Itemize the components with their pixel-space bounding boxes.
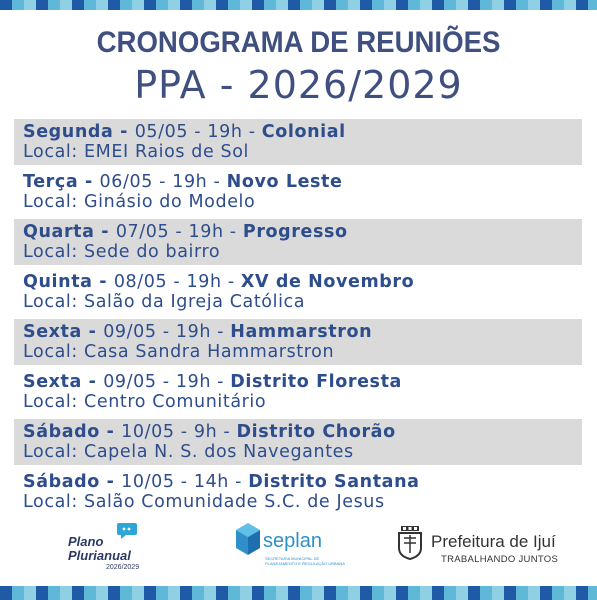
meeting-line [23, 472, 582, 492]
prefeitura-name: Prefeitura de Ijuí [431, 532, 556, 551]
meeting-row [14, 269, 582, 315]
meeting-local: Local: Capela N. S. dos Navegantes [23, 442, 354, 462]
meeting-line [23, 422, 582, 442]
meeting-place: Hammarstron [230, 322, 373, 342]
top-decorative-stripe [0, 0, 597, 10]
meeting-datetime: 09/05 - 19h - [103, 322, 231, 342]
meeting-row [14, 469, 582, 515]
meeting-line [23, 222, 582, 242]
meeting-datetime: 08/05 - 19h - [113, 272, 241, 292]
meeting-day: Quinta - [23, 272, 114, 292]
prefeitura-logo [397, 522, 567, 572]
meeting-place: XV de Novembro [240, 272, 415, 292]
meeting-day: Sábado - [23, 472, 122, 492]
meeting-day: Terça - [23, 172, 100, 192]
meeting-local: Local: EMEI Raios de Sol [23, 142, 250, 162]
bottom-decorative-stripe [0, 586, 597, 600]
speech-bubble-icon [116, 522, 138, 540]
meeting-place: Progresso [242, 222, 348, 242]
seplan-logo [235, 520, 345, 576]
prefeitura-slogan: TRABALHANDO JUNTOS [441, 554, 559, 565]
meeting-datetime: 10/05 - 14h - [121, 472, 249, 492]
plano-years: 2026/2029 [106, 564, 140, 571]
plano-label: Plano [68, 534, 104, 549]
meeting-day: Quarta - [23, 222, 116, 242]
meeting-datetime: 06/05 - 19h - [99, 172, 227, 192]
page-subtitle: PPA - 2026/2029 [134, 63, 463, 107]
meeting-local: Local: Sede do bairro [23, 242, 221, 262]
meeting-local: Local: Centro Comunitário [23, 392, 267, 412]
meeting-datetime: 07/05 - 19h - [115, 222, 243, 242]
meeting-datetime: 09/05 - 19h - [103, 372, 231, 392]
meeting-day: Sábado - [23, 422, 122, 442]
meeting-row [14, 369, 582, 415]
meeting-row [14, 419, 582, 465]
meeting-place: Distrito Floresta [230, 372, 402, 392]
meeting-datetime: 05/05 - 19h - [134, 122, 262, 142]
meeting-place: Colonial [261, 122, 346, 142]
seplan-tagline: SECRETARIA MUNICIPAL DE PLANEJAMENTO E REGULAÇÃO URBANA [265, 556, 345, 566]
footer-logos [0, 516, 597, 582]
meeting-line [23, 272, 582, 292]
meeting-line [23, 122, 582, 142]
meeting-place: Novo Leste [226, 172, 343, 192]
meeting-local: Local: Casa Sandra Hammarstron [23, 342, 335, 362]
city-crest-icon [397, 526, 423, 560]
meeting-datetime: 10/05 - 9h - [121, 422, 237, 442]
plano-plurianual-logo [68, 522, 178, 572]
meeting-row [14, 319, 582, 365]
meeting-row [14, 119, 582, 165]
meeting-day: Sexta - [23, 322, 104, 342]
meeting-local: Local: Salão da Igreja Católica [23, 292, 306, 312]
meeting-line [23, 322, 582, 342]
meeting-row [14, 219, 582, 265]
meeting-day: Segunda - [23, 122, 135, 142]
meeting-place: Distrito Santana [248, 472, 420, 492]
meeting-day: Sexta - [23, 372, 104, 392]
seplan-name: seplan [263, 530, 322, 552]
plurianual-label: Plurianual [68, 548, 131, 563]
seplan-cube-icon [235, 522, 261, 556]
meeting-schedule [14, 119, 582, 519]
meeting-line [23, 372, 582, 392]
page-title: CRONOGRAMA DE REUNIÕES [96, 26, 501, 59]
meeting-local: Local: Salão Comunidade S.C. de Jesus [23, 492, 385, 512]
meeting-place: Distrito Chorão [236, 422, 396, 442]
meeting-line [23, 172, 582, 192]
meeting-local: Local: Ginásio do Modelo [23, 192, 256, 212]
meeting-row [14, 169, 582, 215]
